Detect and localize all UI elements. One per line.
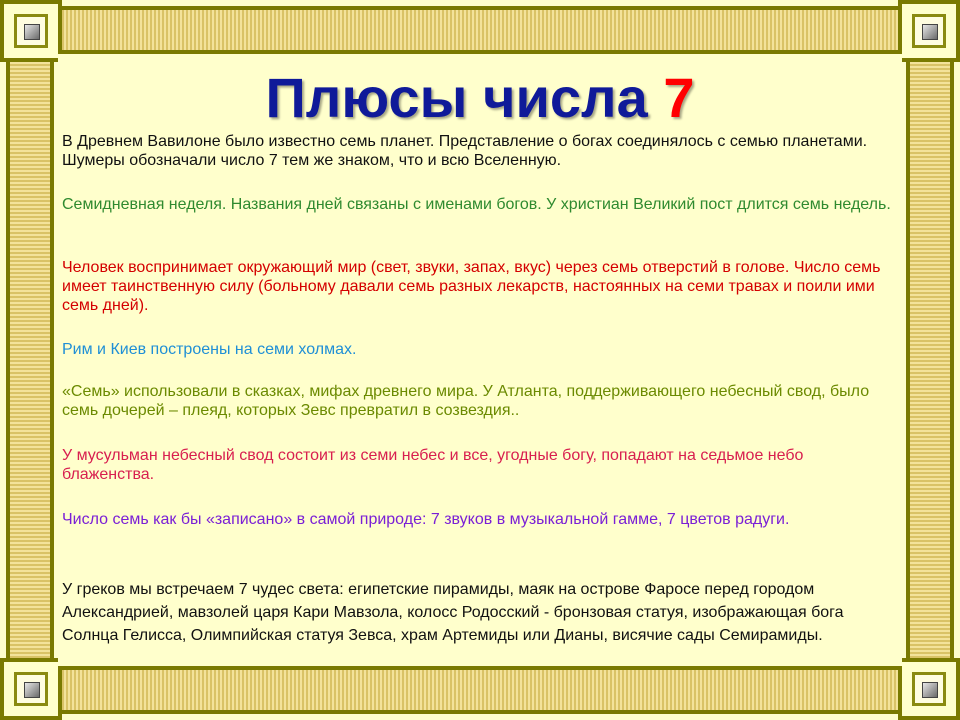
paragraph-seven-wonders: У греков мы встречаем 7 чудес света: египетские пирамиды, маяк на острове Фаросе перед городом Александрией, мавзолей царя Кари Мавзола, колосс Родосский - бронзовая статуя, изображающая бога Солнца Гелисса, Олимпийская статуя Зевса, храм Артемиды или Дианы, висячие сады Семирамиды. bbox=[62, 581, 844, 644]
frame-top-border bbox=[0, 6, 960, 54]
paragraph-seven-heavens: У мусульман небесный свод состоит из семи небес и все, угодные богу, попадают на седьмое небо блаженства. bbox=[62, 447, 804, 483]
frame-right-border bbox=[906, 0, 954, 720]
title-text: Плюсы числа bbox=[265, 66, 648, 129]
paragraph-babylon: В Древнем Вавилоне было известно семь планет. Представление о богах соединялось с семью планетами. Шумеры обозначали число 7 тем же знаком, что и всю Вселенную. bbox=[62, 133, 868, 169]
paragraph-seven-hills: Рим и Киев построены на семи холмах. bbox=[62, 341, 357, 358]
frame-corner-ornament-icon bbox=[0, 658, 62, 720]
title-number: 7 bbox=[663, 66, 695, 129]
paragraph-week: Семидневная неделя. Названия дней связаны с именами богов. У христиан Великий пост длится семь недель. bbox=[62, 196, 891, 213]
paragraph-myths: «Семь» использовали в сказках, мифах древнего мира. У Атланта, поддерживающего небесный свод, было семь дочерей – плеяд, которых Зевс превратил в созвездия.. bbox=[62, 383, 870, 419]
slide-content bbox=[58, 54, 902, 666]
frame-left-border bbox=[6, 0, 54, 720]
paragraph-human-senses: Человек воспринимает окружающий мир (свет, звуки, запах, вкус) через семь отверстий в голове. Число семь имеет таинственную силу (больному давали семь разных лекарств, настоянных на семи травах и поили ими семь дней). bbox=[62, 259, 881, 314]
frame-corner-ornament-icon bbox=[898, 658, 960, 720]
frame-bottom-border bbox=[0, 666, 960, 714]
paragraph-nature: Число семь как бы «записано» в самой природе: 7 звуков в музыкальной гамме, 7 цветов радуги. bbox=[62, 511, 790, 528]
slide-title bbox=[58, 66, 902, 130]
frame-corner-ornament-icon bbox=[898, 0, 960, 62]
frame-corner-ornament-icon bbox=[0, 0, 62, 62]
